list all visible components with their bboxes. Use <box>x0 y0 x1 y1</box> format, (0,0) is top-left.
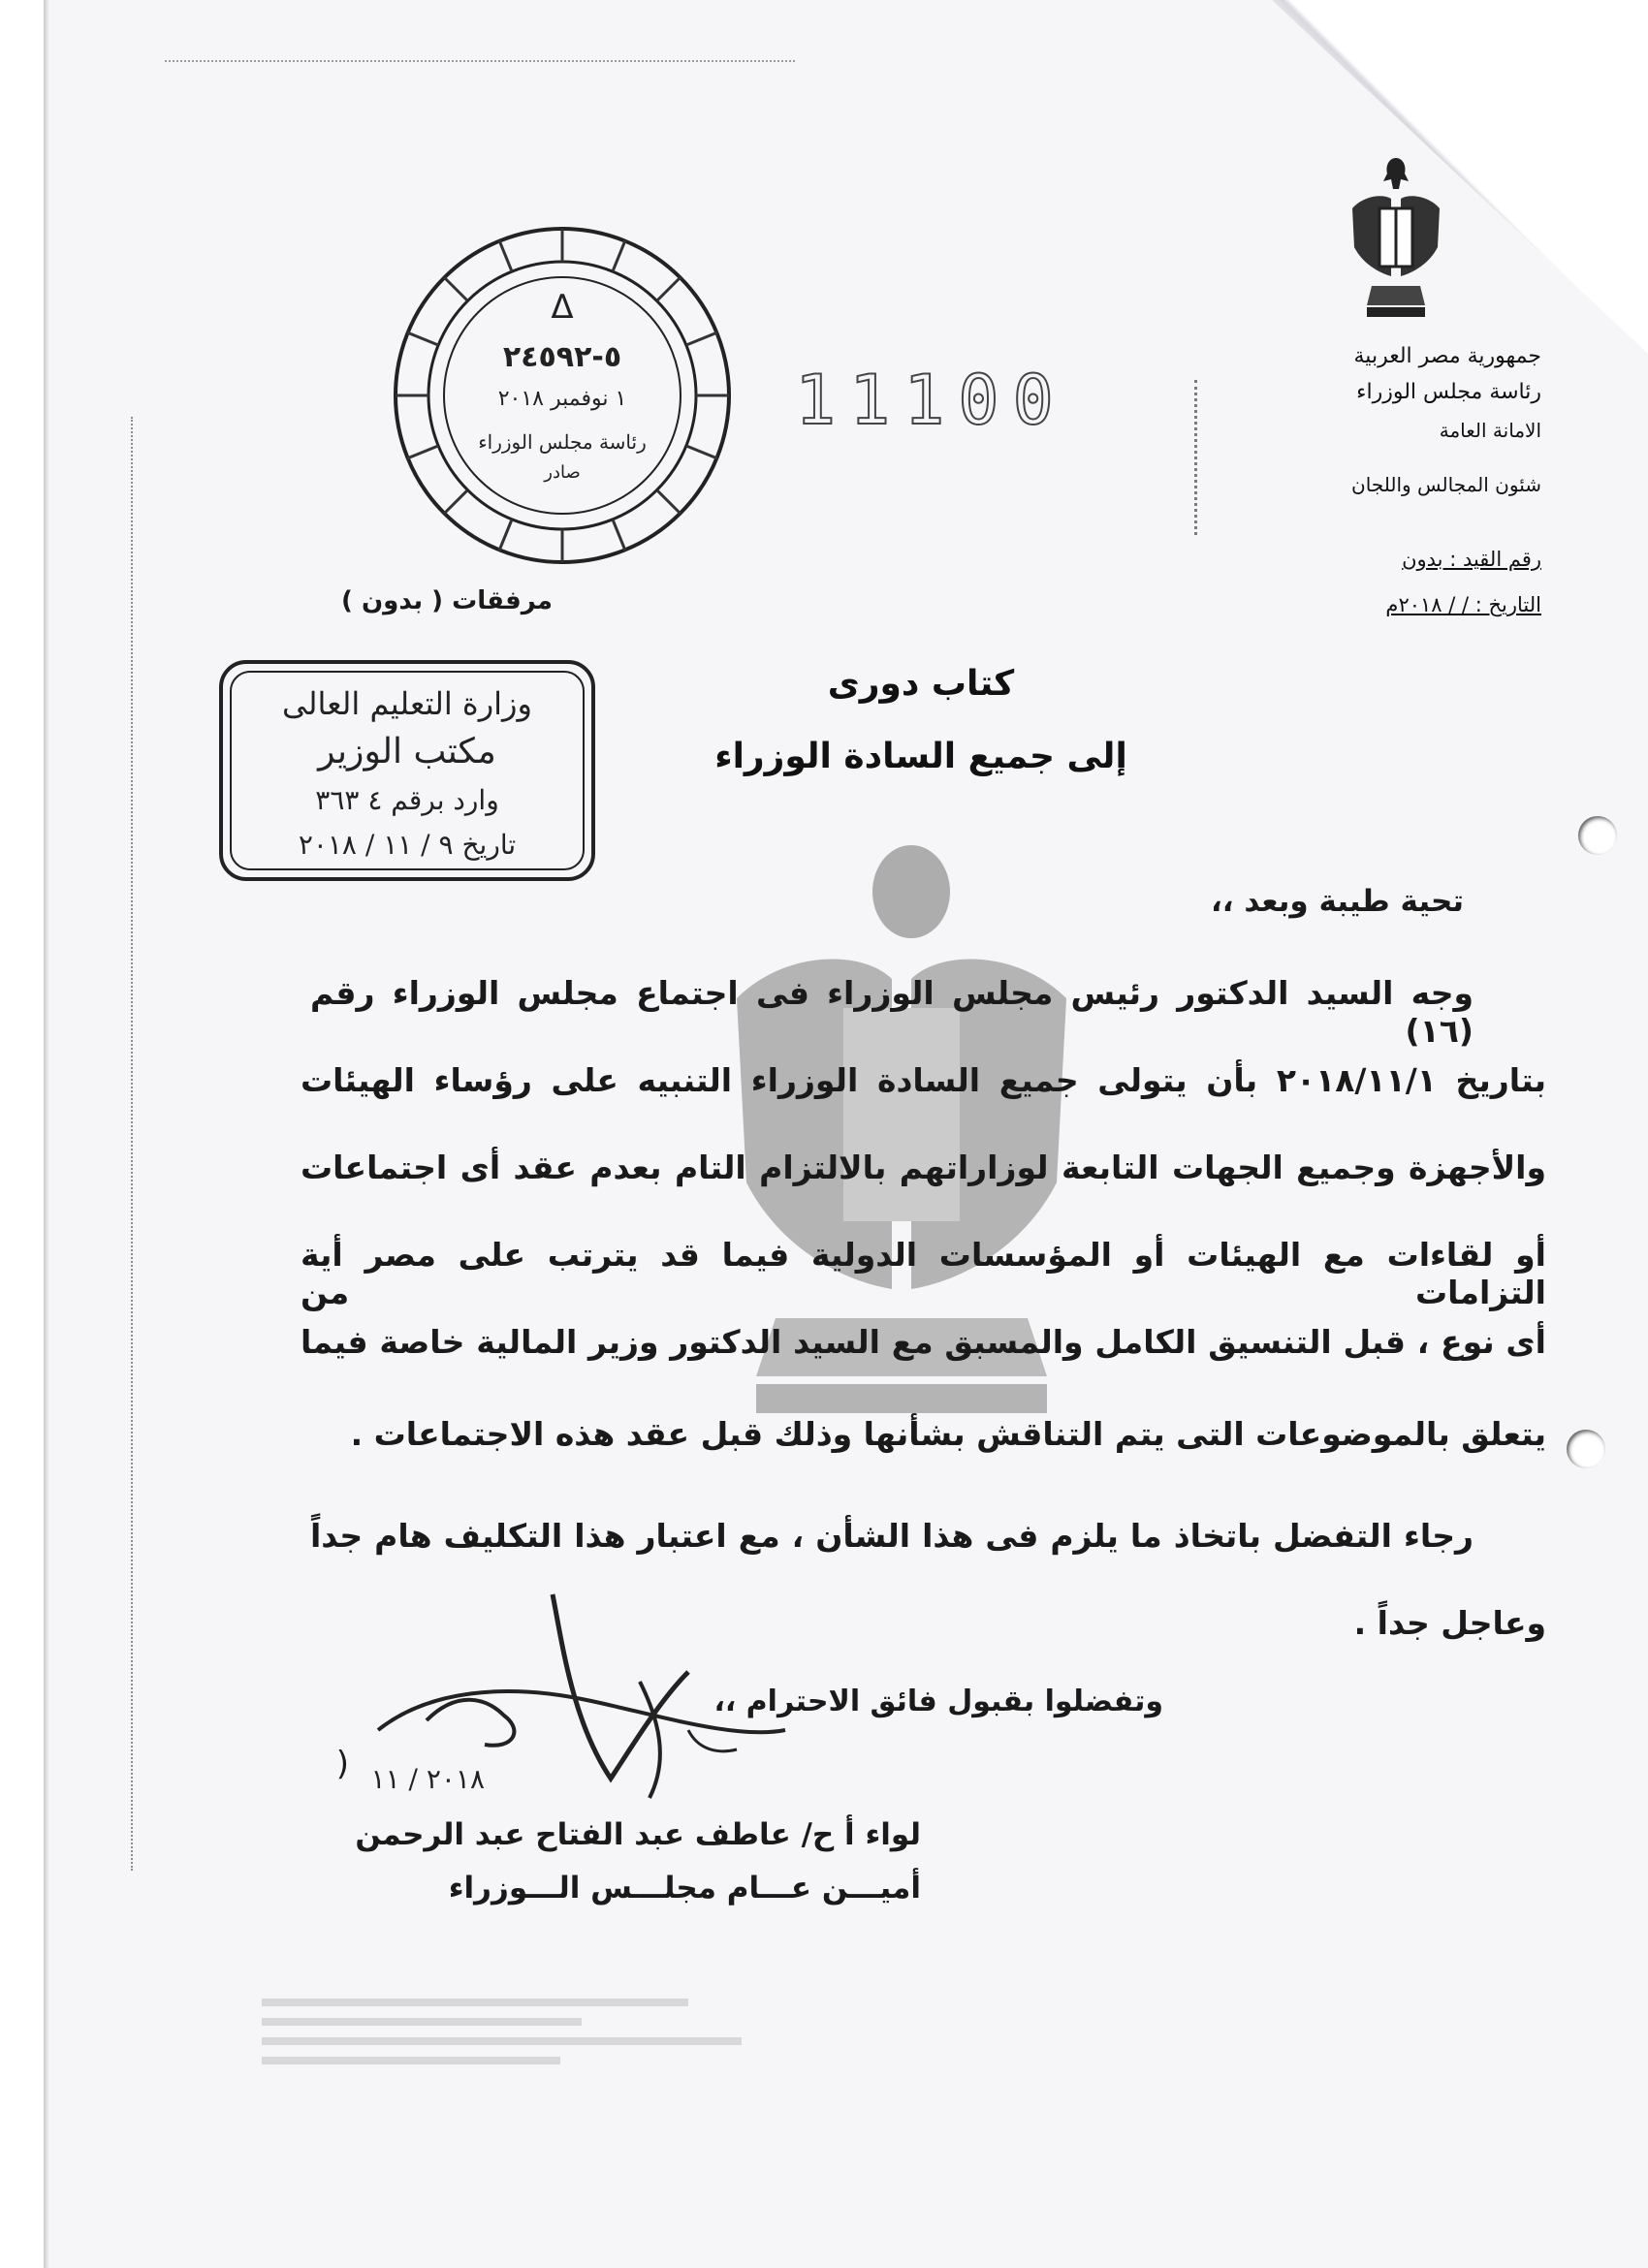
greeting: تحية طيبة وبعد ،، <box>1211 884 1464 919</box>
open-paren: ( <box>335 1745 349 1783</box>
attachments-note: مرفقات ( بدون ) <box>341 586 553 615</box>
outgoing-seal <box>388 221 737 570</box>
paper-left-edge <box>44 0 49 2268</box>
stamp-ministry: وزارة التعليم العالى <box>282 685 532 722</box>
signature-annotation: ٢٠١٨ / ١١ <box>370 1763 485 1795</box>
registration-number: رقم القيد : بدون <box>1402 548 1541 571</box>
received-stamp <box>213 654 601 887</box>
punch-hole-bottom <box>1567 1430 1605 1468</box>
seal-date: ١ نوفمبر ٢٠١٨ <box>497 387 627 411</box>
seal-office: رئاسة مجلس الوزراء <box>478 430 647 454</box>
handwritten-signature <box>368 1585 795 1808</box>
top-dotted-line <box>165 60 795 66</box>
regards: وتفضلوا بقبول فائق الاحترام ،، <box>713 1685 1163 1718</box>
header-divider <box>1194 380 1199 535</box>
body-line-2: بتاريخ ٢٠١٨/١١/١ بأن يتولى جميع السادة الوزراء التنبيه على رؤساء الهيئات <box>301 1061 1546 1099</box>
letterhead-department: شئون المجالس واللجان <box>1351 473 1541 496</box>
margin-dotted-line <box>131 417 135 1871</box>
letterhead-secretariat: الامانة العامة <box>1439 419 1541 442</box>
body-line-3: والأجهزة وجميع الجهات التابعة لوزاراتهم بالالتزام التام بعدم عقد أى اجتماعات <box>301 1149 1546 1186</box>
body-line-6: يتعلق بالموضوعات التى يتم التناقش بشأنها وذلك قبل عقد هذه الاجتماعات . <box>350 1415 1546 1453</box>
stamp-office: مكتب الوزير <box>318 732 496 772</box>
body-line-5: أى نوع ، قبل التنسيق الكامل والمسبق مع السيد الدكتور وزير المالية خاصة فيما <box>301 1323 1546 1361</box>
letterhead-country: جمهورية مصر العربية <box>1353 344 1541 368</box>
seal-status: صادر <box>544 462 581 483</box>
letterhead-presidency: رئاسة مجلس الوزراء <box>1356 380 1541 404</box>
bleed-through-text <box>262 1987 1328 2171</box>
stamp-date: تاريخ ٩ / ١١ / ٢٠١٨ <box>298 829 517 861</box>
punch-hole-top <box>1578 816 1617 855</box>
body-line-1: وجه السيد الدكتور رئيس مجلس الوزراء فى اجتماع مجلس الوزراء رقم (١٦) <box>310 974 1474 1050</box>
signatory-name: لواء أ ح/ عاطف عبد الفتاح عبد الرحمن <box>355 1817 921 1852</box>
seal-code: ٥-٢٤٥٩٢ <box>502 340 622 374</box>
signatory-title: أميـــن عـــام مجلـــس الـــوزراء <box>448 1871 921 1906</box>
seal-mark: Δ <box>551 288 574 327</box>
recipient-heading: إلى جميع السادة الوزراء <box>714 737 1127 776</box>
serial-number: 11100 <box>795 361 1067 440</box>
request-line-2: وعاجل جداً . <box>1353 1604 1546 1642</box>
letter-date: التاريخ : / / ٢٠١٨م <box>1385 593 1541 616</box>
egypt-eagle-emblem-icon <box>1343 150 1449 325</box>
letter-type-heading: كتاب دورى <box>827 664 1015 704</box>
stamp-incoming-number: وارد برقم ٤ ٣٦٣ <box>315 784 499 816</box>
body-line-4: أو لقاءات مع الهيئات أو المؤسسات الدولية فيما قد يترتب على مصر أية التزامات من <box>301 1236 1546 1311</box>
request-line-1: رجاء التفضل باتخاذ ما يلزم فى هذا الشأن ، مع اعتبار هذا التكليف هام جداً <box>310 1517 1474 1555</box>
